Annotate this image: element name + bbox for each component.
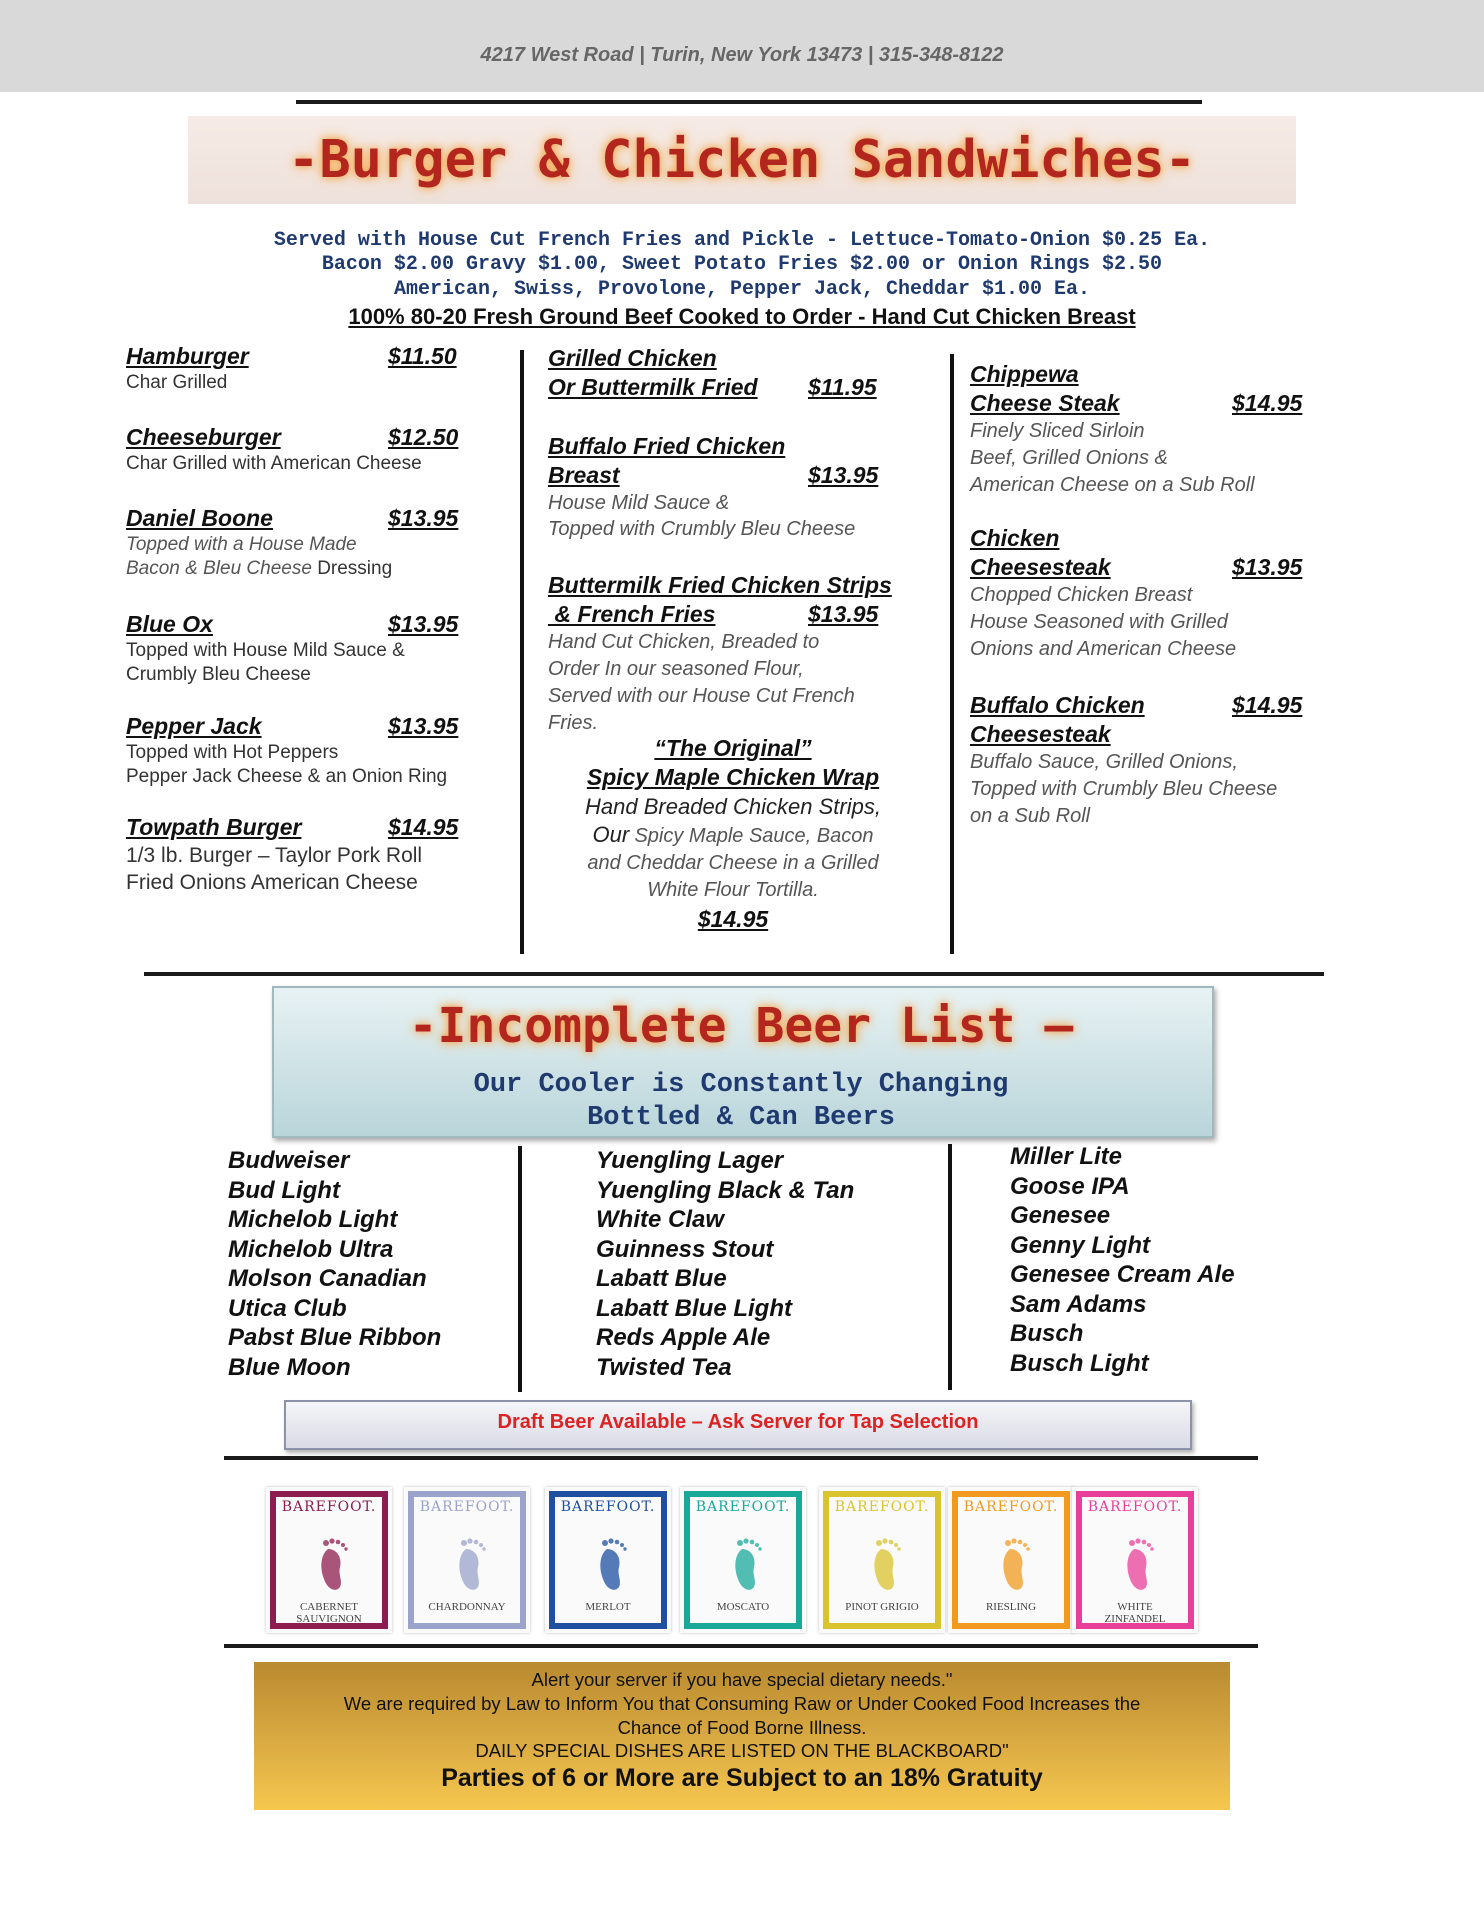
item-desc: Char Grilled: [126, 372, 228, 393]
wine-varietal: MOSCATO: [716, 1601, 770, 1613]
item-name: Towpath Burger: [126, 814, 302, 840]
beer-item: Genesee Cream Ale: [1010, 1261, 1235, 1288]
daily-specials-notice: DAILY SPECIAL DISHES ARE LISTED ON THE BLACKBOARD": [475, 1740, 1009, 1761]
beer-item: Genny Light: [1010, 1231, 1150, 1259]
menu-item: [970, 524, 1370, 691]
item-desc: Hand Breaded Chicken Strips,: [585, 794, 881, 819]
item-price: $12.50: [388, 424, 459, 450]
item-desc: on a Sub Roll: [970, 805, 1091, 827]
item-desc: Order In our seasoned Flour,: [548, 658, 804, 680]
wine-varietal: PINOT GRIGIO: [845, 1601, 919, 1613]
menu-item: [126, 423, 486, 504]
item-price: $13.95: [1232, 554, 1303, 580]
item-name: Hamburger: [126, 343, 249, 369]
wine-brand: BAREFOOT.: [419, 1499, 515, 1515]
item-desc: Topped with a House Made: [126, 534, 357, 555]
wine-varietal: RIESLING: [985, 1601, 1037, 1613]
wine-varietal: MERLOT: [585, 1601, 631, 1613]
item-name: Chicken: [970, 525, 1060, 551]
section-divider: [144, 972, 1324, 976]
wine-label-frame: [408, 1491, 526, 1629]
column-divider: [518, 1146, 522, 1392]
raw-food-warning: We are required by Law to Inform You that Consuming Raw or Under Cooked Food Increases the: [343, 1693, 1141, 1714]
wine-brand: BAREFOOT.: [695, 1499, 791, 1515]
item-desc: Chopped Chicken Breast: [970, 584, 1193, 606]
wine-label-frame: [823, 1491, 941, 1629]
item-desc: Topped with Crumbly Bleu Cheese: [548, 518, 856, 540]
item-name: Buttermilk Fried Chicken Strips: [548, 572, 892, 598]
item-name: Chippewa: [970, 361, 1079, 387]
sandwich-section-title: -Burger & Chicken Sandwiches-: [288, 130, 1196, 190]
item-price: $13.95: [808, 601, 879, 627]
wine-label: [680, 1487, 806, 1633]
item-desc: Topped with Crumbly Bleu Cheese: [970, 778, 1278, 800]
beer-item: Michelob Ultra: [228, 1235, 394, 1263]
item-name: Daniel Boone: [126, 505, 273, 531]
footprint-icon: [728, 1537, 766, 1595]
menu-item: [126, 712, 486, 813]
item-name: Buffalo Chicken: [970, 692, 1145, 718]
item-desc: Bacon & Bleu Cheese: [126, 558, 312, 579]
item-name: Blue Ox: [126, 611, 213, 637]
beer-item: Molson Canadian: [228, 1265, 427, 1292]
item-desc: Topped with House Mild Sauce &: [126, 640, 405, 661]
column-divider: [948, 1144, 952, 1390]
beer-item: Yuengling Lager: [596, 1147, 784, 1174]
item-desc: Hand Cut Chicken, Breaded to: [548, 631, 820, 653]
item-name: Grilled Chicken: [548, 345, 717, 371]
beer-item: Reds Apple Ale: [596, 1324, 771, 1351]
item-desc: American Cheese on a Sub Roll: [970, 474, 1255, 496]
item-name: Spicy Maple Chicken Wrap: [586, 764, 880, 790]
beer-subtitle: Bottled & Can Beers: [587, 1103, 895, 1133]
item-price: $14.95: [1232, 692, 1303, 718]
item-desc: Char Grilled with American Cheese: [126, 453, 422, 474]
item-desc: Onions and American Cheese: [970, 638, 1237, 660]
section-divider: [224, 1456, 1258, 1460]
menu-item: [970, 691, 1370, 830]
item-price: $13.95: [808, 462, 879, 488]
item-price: $13.95: [388, 505, 459, 531]
item-desc: Dressing: [317, 558, 393, 579]
menu-item: [970, 360, 1370, 524]
beer-item: Twisted Tea: [596, 1353, 732, 1381]
wine-label: [948, 1487, 1074, 1633]
item-price: $11.95: [808, 374, 877, 400]
item-desc: Pepper Jack Cheese & an Onion Ring: [126, 766, 448, 787]
beer-subtitle: Our Cooler is Constantly Changing: [473, 1070, 1009, 1100]
item-desc: Buffalo Sauce, Grilled Onions,: [970, 751, 1238, 773]
raw-food-warning: Chance of Food Borne Illness.: [617, 1717, 867, 1738]
sandwich-column-burgers: [126, 342, 486, 896]
column-divider: [950, 354, 954, 954]
beer-item: Goose IPA: [1010, 1172, 1130, 1200]
beer-item: Michelob Light: [228, 1206, 398, 1233]
item-desc: Beef, Grilled Onions &: [970, 447, 1168, 469]
wine-label: [545, 1487, 671, 1633]
menu-item: [548, 571, 928, 734]
item-name: Cheeseburger: [126, 424, 281, 450]
beer-item: Genesee: [1010, 1202, 1111, 1229]
item-desc: and Cheddar Cheese in a Grilled: [587, 852, 879, 874]
beer-item: Miller Lite: [1010, 1143, 1123, 1170]
beer-item: Sam Adams: [1010, 1290, 1147, 1318]
wine-label-frame: [270, 1491, 388, 1629]
item-price: $11.50: [388, 343, 457, 369]
wine-label: [819, 1487, 945, 1633]
item-desc: Our: [592, 822, 630, 847]
sandwich-column-steaks: [970, 360, 1370, 830]
beer-item: White Claw: [596, 1206, 725, 1233]
wine-brand: BAREFOOT.: [963, 1499, 1059, 1515]
footprint-icon: [593, 1537, 631, 1595]
wine-label-frame: [952, 1491, 1070, 1629]
wine-brand: BAREFOOT.: [281, 1499, 377, 1515]
item-name: Buffalo Fried Chicken: [548, 433, 786, 459]
menu-item: [548, 432, 928, 571]
sandwich-subtitle-line: American, Swiss, Provolone, Pepper Jack, Cheddar $1.00 Ea.: [393, 278, 1091, 301]
beer-item: Pabst Blue Ribbon: [228, 1324, 442, 1351]
item-price: $14.95: [388, 814, 459, 840]
item-name: Breast: [548, 462, 620, 488]
item-name: Cheesesteak: [970, 554, 1111, 580]
column-divider: [520, 350, 524, 954]
header-divider: [296, 100, 1202, 104]
item-name: Cheese Steak: [970, 390, 1120, 416]
wine-label: [1072, 1487, 1198, 1633]
beer-item: Yuengling Black & Tan: [596, 1176, 855, 1204]
beer-item: Utica Club: [228, 1294, 347, 1322]
beer-column: [1010, 1142, 1235, 1378]
draft-beer-notice: Draft Beer Available – Ask Server for Tap Selection: [497, 1411, 979, 1433]
item-name: Pepper Jack: [126, 713, 262, 739]
beer-item: Busch: [1010, 1320, 1084, 1347]
beer-column: [596, 1146, 854, 1382]
beer-column: [228, 1146, 441, 1382]
footprint-icon: [1120, 1537, 1158, 1595]
menu-item: [126, 504, 486, 610]
wine-label: [404, 1487, 530, 1633]
sandwich-column-chicken: [548, 344, 928, 734]
item-desc: 1/3 lb. Burger – Taylor Pork Roll: [126, 844, 423, 867]
item-desc: House Seasoned with Grilled: [970, 611, 1228, 633]
sandwich-subtitle-line: Served with House Cut French Fries and Pickle - Lettuce-Tomato-Onion $0.25 Ea.: [273, 229, 1211, 252]
beer-section-title: -Incomplete Beer List –: [408, 998, 1074, 1054]
restaurant-address: 4217 West Road | Turin, New York 13473 | 315-348-8122: [480, 44, 1004, 66]
sandwich-tagline: 100% 80-20 Fresh Ground Beef Cooked to Order - Hand Cut Chicken Breast: [348, 304, 1136, 329]
item-desc: Served with our House Cut French: [548, 685, 855, 707]
wine-varietal: CABERNET SAUVIGNON: [296, 1601, 362, 1625]
beer-item: Guinness Stout: [596, 1235, 774, 1263]
item-price: $14.95: [697, 906, 769, 932]
item-desc: White Flour Tortilla.: [647, 879, 819, 901]
item-price: $13.95: [388, 713, 459, 739]
wine-label-frame: [1076, 1491, 1194, 1629]
beer-item: Labatt Blue Light: [596, 1294, 792, 1322]
beer-item: Labatt Blue: [596, 1265, 727, 1292]
wine-brand: BAREFOOT.: [834, 1499, 930, 1515]
menu-item: [538, 734, 928, 934]
item-name: “The Original”: [654, 735, 812, 761]
item-name: & French Fries: [548, 601, 716, 627]
menu-item: [126, 813, 486, 896]
item-desc: Finely Sliced Sirloin: [970, 420, 1145, 442]
item-price: $14.95: [1232, 390, 1303, 416]
wine-label-frame: [549, 1491, 667, 1629]
wine-varietal: WHITE ZINFANDEL: [1104, 1601, 1166, 1625]
wine-label-frame: [684, 1491, 802, 1629]
item-desc: Fried Onions American Cheese: [126, 871, 418, 894]
footprint-icon: [996, 1537, 1034, 1595]
menu-item: [126, 342, 486, 423]
footprint-icon: [452, 1537, 490, 1595]
wine-brand: BAREFOOT.: [1087, 1499, 1183, 1515]
footprint-icon: [314, 1537, 352, 1595]
item-name: Or Buttermilk Fried: [548, 374, 758, 400]
wine-label: [266, 1487, 392, 1633]
menu-item: [126, 610, 486, 712]
beer-item: Blue Moon: [228, 1353, 351, 1381]
beer-item: Bud Light: [228, 1176, 340, 1204]
item-desc: Topped with Hot Peppers: [126, 742, 339, 763]
wine-varietal: CHARDONNAY: [428, 1601, 506, 1613]
item-price: $13.95: [388, 611, 459, 637]
item-desc: Spicy Maple Sauce, Bacon: [634, 825, 874, 847]
beer-item: Budweiser: [228, 1147, 350, 1174]
sandwich-subtitle-line: Bacon $2.00 Gravy $1.00, Sweet Potato Fries $2.00 or Onion Rings $2.50: [321, 253, 1163, 276]
footprint-icon: [867, 1537, 905, 1595]
dietary-notice: Alert your server if you have special dietary needs.": [531, 1669, 953, 1690]
item-desc: House Mild Sauce &: [548, 492, 730, 514]
section-divider: [224, 1644, 1258, 1648]
beer-item: Busch Light: [1010, 1349, 1149, 1377]
menu-item: [548, 344, 928, 432]
item-desc: Fries.: [548, 712, 598, 734]
item-desc: Crumbly Bleu Cheese: [126, 664, 311, 685]
item-name: Cheesesteak: [970, 721, 1111, 747]
gratuity-notice: Parties of 6 or More are Subject to an 18% Gratuity: [441, 1764, 1043, 1792]
wine-brand: BAREFOOT.: [560, 1499, 656, 1515]
